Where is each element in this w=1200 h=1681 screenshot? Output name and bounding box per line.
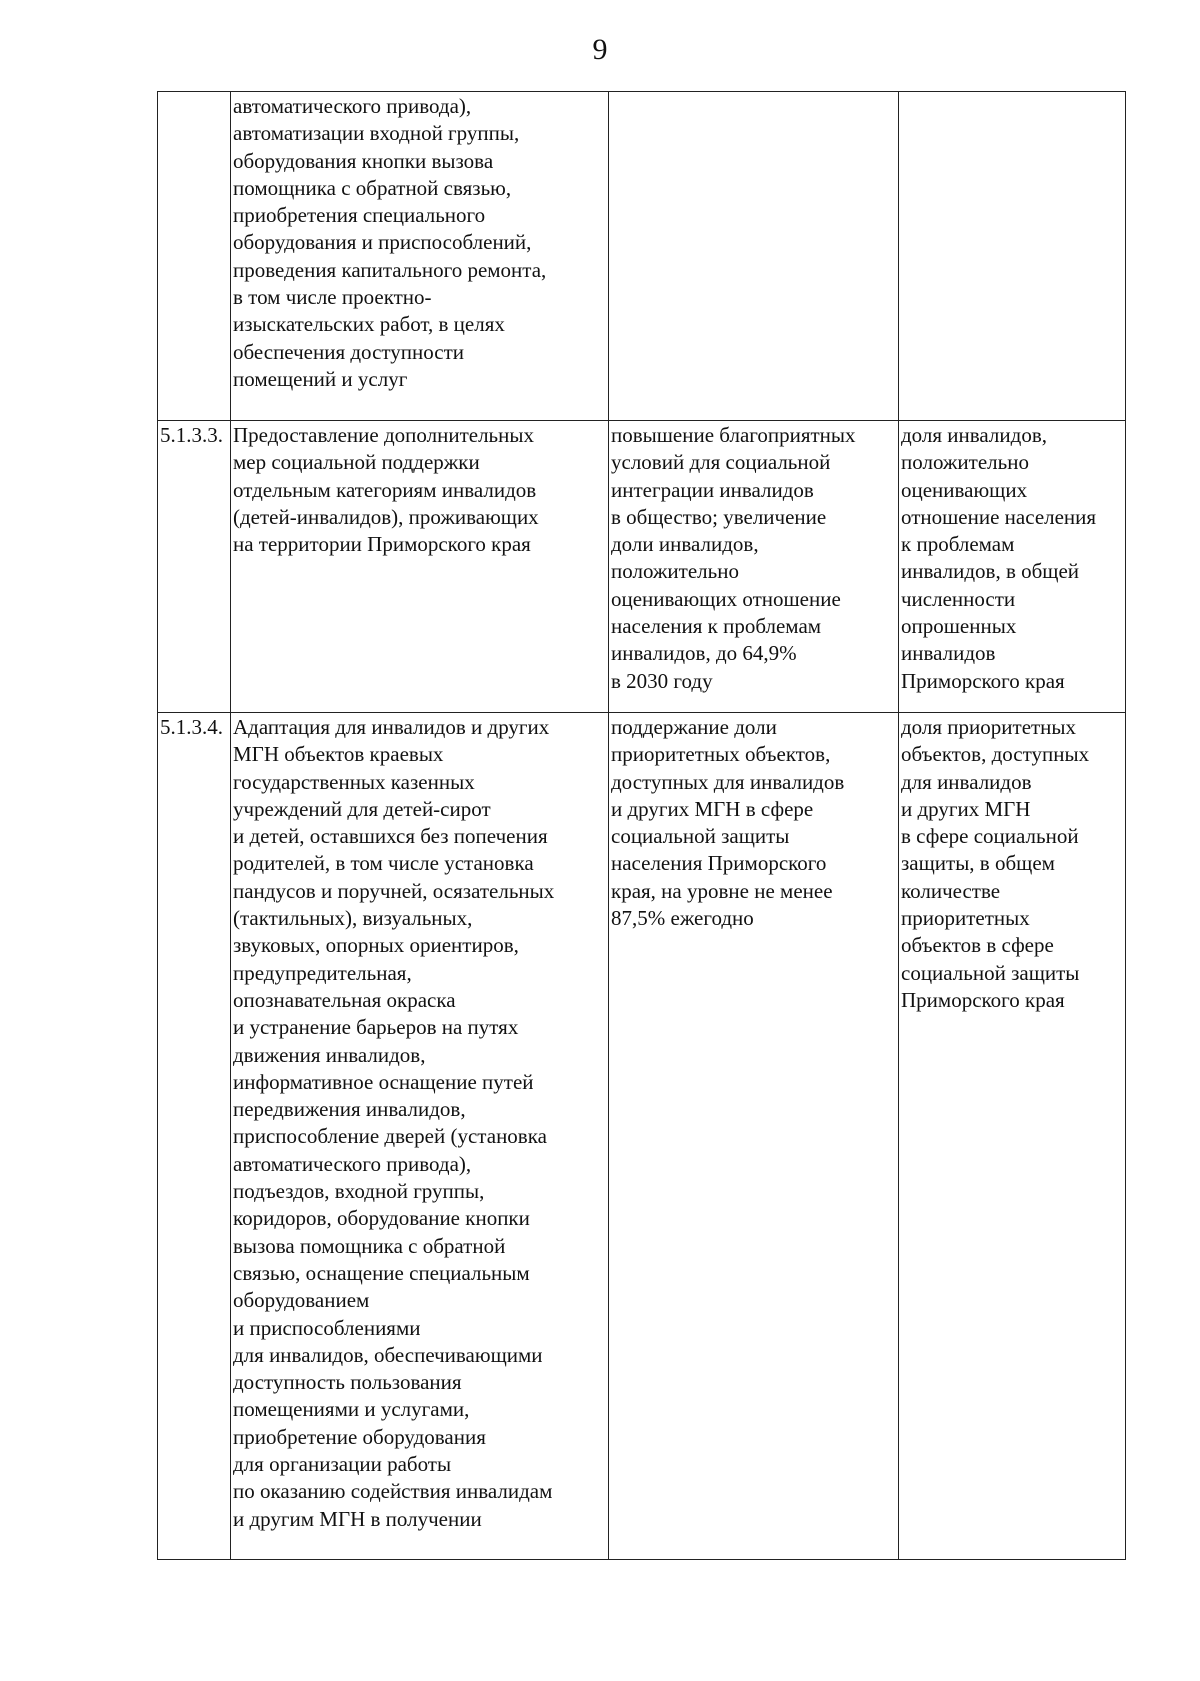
table-row-5-1-3-3 bbox=[158, 421, 1126, 713]
cell-indicator bbox=[899, 92, 1126, 421]
measures-table bbox=[157, 91, 1126, 1560]
cell-measure-number: 5.1.3.3. bbox=[158, 421, 231, 713]
cell-measure-name: автоматического привода), автоматизации входной группы, оборудования кнопки вызова помощника с обратной связью, приобретения специального оборудования и приспособлений, проведения капитального ремонта, в том числе проектно- изыскательских работ, в целях обеспечения доступности помещений и услуг bbox=[231, 92, 609, 421]
cell-expected-result: поддержание доли приоритетных объектов, доступных для инвалидов и других МГН в сфере социальной защиты населения Приморского края, на уровне не менее 87,5% ежегодно bbox=[609, 713, 899, 1560]
cell-expected-result bbox=[609, 92, 899, 421]
cell-indicator: доля приоритетных объектов, доступных для инвалидов и других МГН в сфере социальной защиты, в общем количестве приоритетных объектов в сфере социальной защиты Приморского края bbox=[899, 713, 1126, 1560]
cell-measure-name: Адаптация для инвалидов и других МГН объектов краевых государственных казенных учреждений для детей-сирот и детей, оставшихся без попечения родителей, в том числе установка пандусов и поручней, осязательных (тактильных), визуальных, звуковых, опорных ориентиров, предупредительная, опознавательная окраска и устранение барьеров на путях движения инвалидов, информативное оснащение путей передвижения инвалидов, приспособление дверей (установка автоматического привода), подъездов, входной группы, коридоров, оборудование кнопки вызова помощника с обратной связью, оснащение специальным оборудованием и приспособлениями для инвалидов, обеспечивающими доступность пользования помещениями и услугами, приобретение оборудования для организации работы по оказанию содействия инвалидам и другим МГН в получении bbox=[231, 713, 609, 1560]
cell-measure-number bbox=[158, 92, 231, 421]
cell-indicator: доля инвалидов, положительно оценивающих отношение населения к проблемам инвалидов, в общей численности опрошенных инвалидов Приморского края bbox=[899, 421, 1126, 713]
cell-measure-name: Предоставление дополнительных мер социальной поддержки отдельным категориям инвалидов (детей-инвалидов), проживающих на территории Приморского края bbox=[231, 421, 609, 713]
page-number: 9 bbox=[592, 33, 608, 66]
cell-measure-number: 5.1.3.4. bbox=[158, 713, 231, 1560]
table-row-continuation bbox=[158, 92, 1126, 421]
table-row-5-1-3-4 bbox=[158, 713, 1126, 1560]
cell-expected-result: повышение благоприятных условий для социальной интеграции инвалидов в общество; увеличение доли инвалидов, положительно оценивающих отношение населения к проблемам инвалидов, до 64,9% в 2030 году bbox=[609, 421, 899, 713]
